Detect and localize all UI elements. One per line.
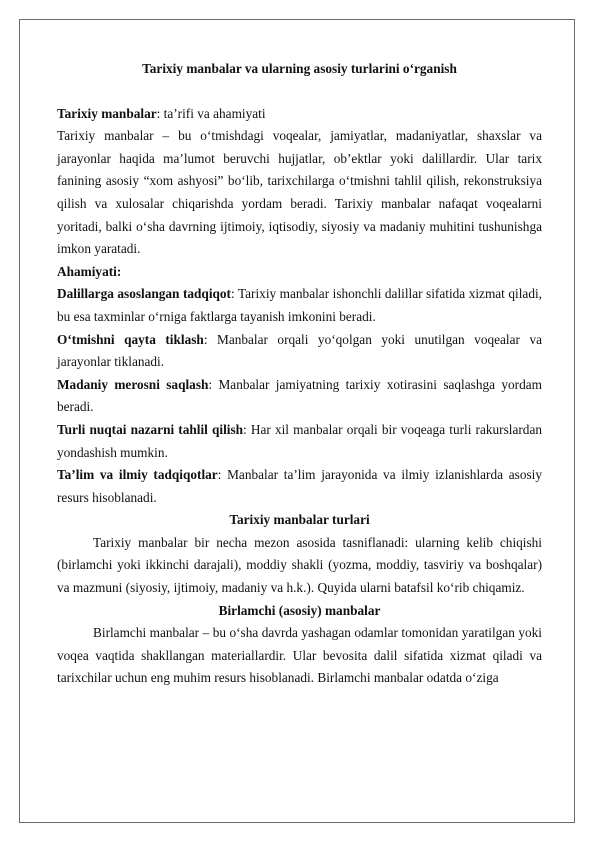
- importance-point: [57, 419, 542, 464]
- definition-heading-rest: : ta’rifi va ahamiyati: [156, 105, 266, 121]
- types-heading: Tarixiy manbalar turlari: [229, 512, 370, 528]
- point-term: Madaniy merosni saqlash: [57, 376, 209, 392]
- point-term: O‘tmishni qayta tiklash: [57, 331, 204, 347]
- types-paragraph: Tarixiy manbalar bir necha mezon asosida tasniflanadi: ularning kelib chiqishi (birlamchi yoki ikkinchi darajali), moddiy shakli (yozma, moddiy, tasviriy va boshqalar) va mazmuni (siyosiy, ijtimoiy, madaniy va h.k.). Quyida ularni batafsil ko‘rib chiqamiz.: [57, 534, 542, 596]
- primary-paragraph: Birlamchi manbalar – bu o‘sha davrda yashagan odamlar tomonidan yaratilgan yoki voqea vaqtida shakllangan materiallardir. Ular bevosita dalil sifatida xizmat qiladi va tarixchilar uchun eng muhim resurs hisoblanadi. Birlamchi manbalar odatda o‘ziga: [57, 625, 542, 686]
- importance-point: [57, 374, 542, 419]
- point-term: Dalillarga asoslangan tadqiqot: [57, 286, 231, 302]
- document-page: [19, 19, 575, 823]
- point-text: : Manbalar orqali yo‘qolgan yoki unutilgan voqealar va jarayonlar tiklanadi.: [57, 331, 542, 370]
- importance-point: [57, 329, 542, 374]
- document-body: [57, 58, 542, 690]
- document-title: Tarixiy manbalar va ularning asosiy turlarini o‘rganish: [142, 61, 457, 76]
- importance-point: [57, 464, 542, 509]
- definition-heading-term: Tarixiy manbalar: [57, 105, 157, 121]
- definition-heading: [57, 103, 542, 126]
- point-text: : Har xil manbalar orqali bir voqeaga turli rakurslardan yondashish mumkin.: [57, 421, 542, 460]
- importance-heading: [57, 261, 542, 284]
- point-text: : Manbalar jamiyatning tarixiy xotirasini saqlashga yordam beradi.: [57, 376, 543, 415]
- importance-heading-text: Ahamiyati:: [57, 263, 122, 279]
- point-text: : Manbalar ta’lim jarayonida va ilmiy izlanishlarda asosiy resurs hisoblanadi.: [57, 467, 542, 505]
- primary-heading: Birlamchi (asosiy) manbalar: [218, 602, 381, 618]
- point-term: Ta’lim va ilmiy tadqiqotlar: [57, 467, 218, 483]
- point-text: : Tarixiy manbalar ishonchli dalillar sifatida xizmat qiladi, bu esa taxminlar o‘rniga faktlarga tayanish imkonini beradi.: [57, 286, 542, 324]
- definition-paragraph: Tarixiy manbalar – bu o‘tmishdagi voqealar, jamiyatlar, madaniyatlar, shaxslar va jarayonlar haqida ma’lumot beruvchi hujjatlar, ob’ektlar yoki dalillardir. Ular tarix fanining asosiy “xom ashyosi” bo‘lib, tarixchilarga o‘tmishni tahlil qilish, rekonstruksiya qilish va xulosalar chiqarishda yordam beradi. Tarixiy manbalar nafaqat voqealarni yoritadi, balki o‘sha davrning ijtimoiy, iqtisodiy, siyosiy va madaniy muhitini tushunishga imkon yaratadi.: [57, 128, 542, 257]
- point-term: Turli nuqtai nazarni tahlil qilish: [57, 421, 244, 437]
- importance-point: [57, 283, 542, 328]
